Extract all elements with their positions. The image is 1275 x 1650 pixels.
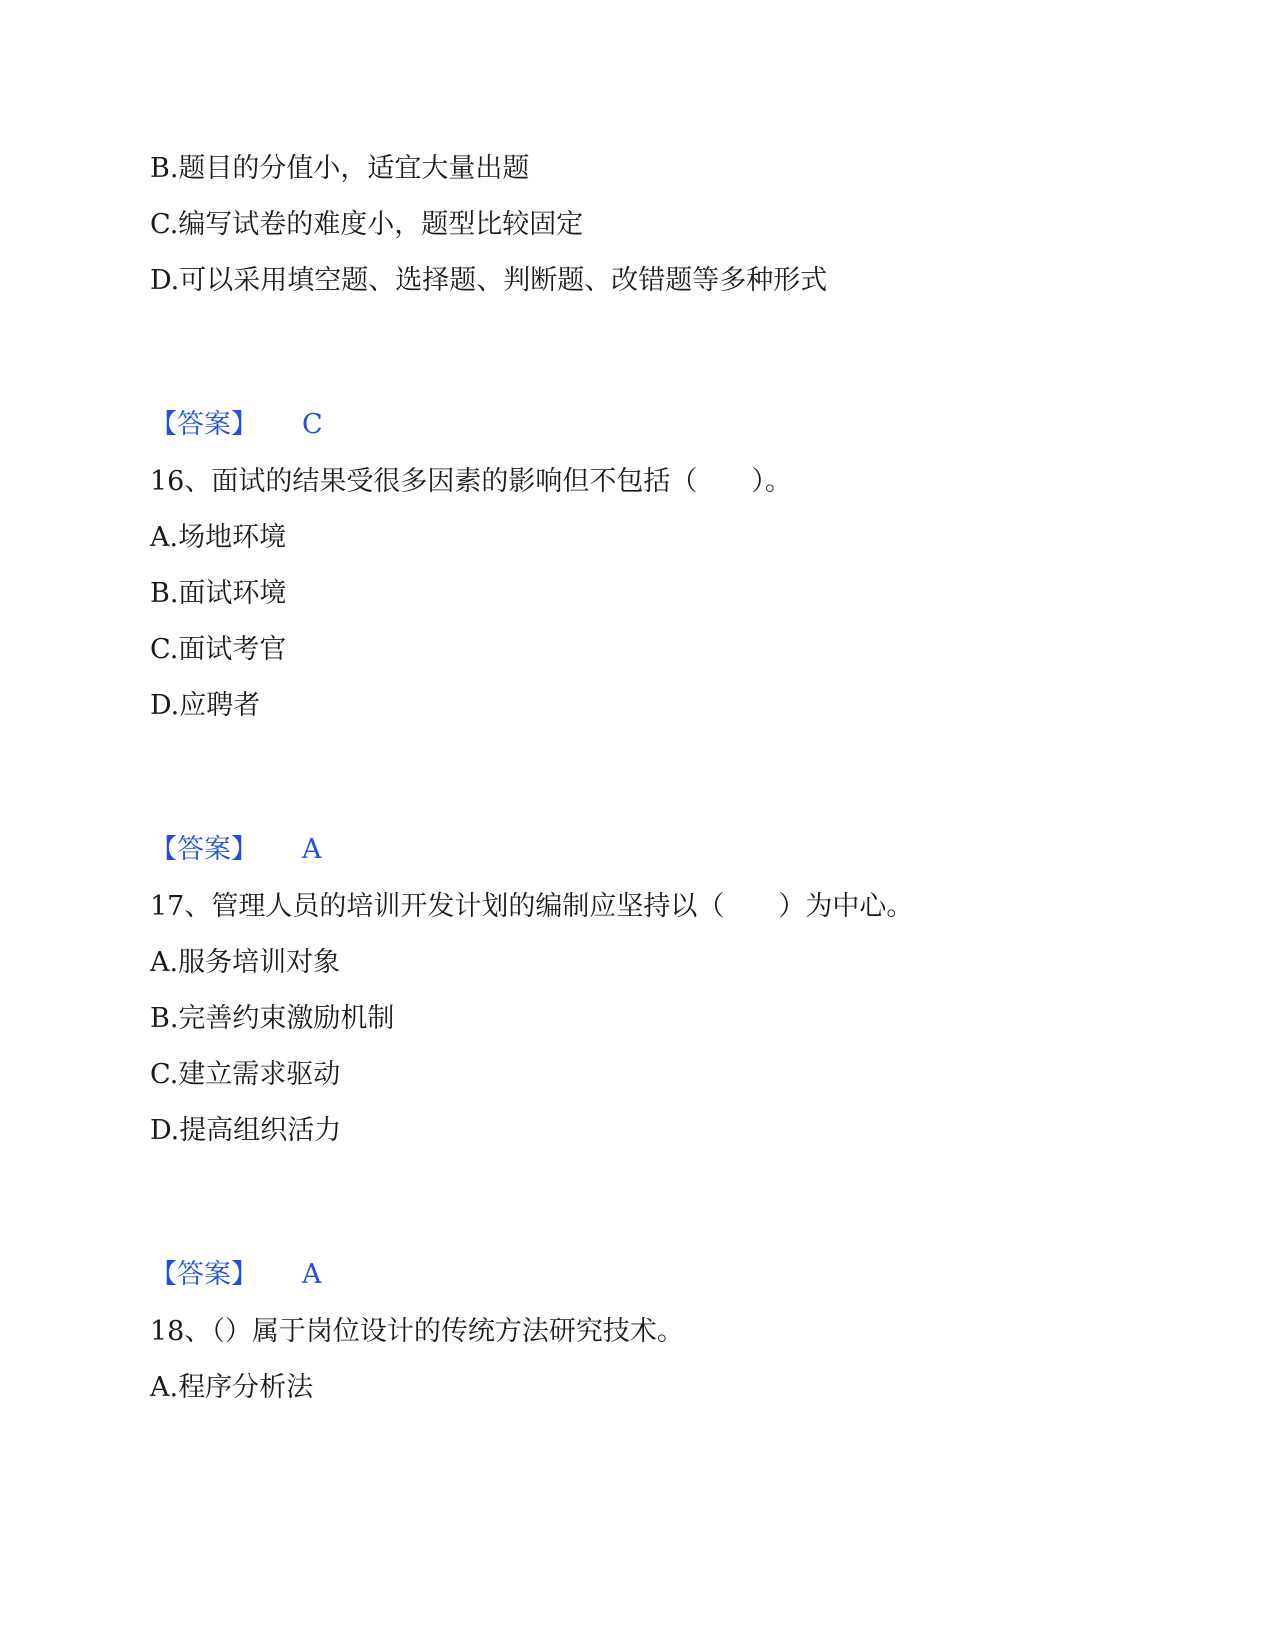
q17-option-d: D.提高组织活力 [150,1115,342,1146]
q18-stem: 18、（）属于岗位设计的传统方法研究技术。 [150,1316,684,1347]
q17-option-a: A.服务培训对象 [150,947,341,978]
answer-label: 【答案】 [150,834,258,865]
q15-option-c: C.编写试卷的难度小，题型比较固定 [150,209,584,240]
q16-option-a: A.场地环境 [150,522,287,553]
q16-stem: 16、面试的结果受很多因素的影响但不包括（ ）。 [150,466,792,497]
q16-option-c: C.面试考官 [150,634,287,665]
q18-option-a: A.程序分析法 [150,1372,314,1403]
answer-value: C [302,409,323,440]
q17-stem: 17、管理人员的培训开发计划的编制应坚持以（ ）为中心。 [150,891,914,922]
q15-answer [150,408,323,442]
q16-option-d: D.应聘者 [150,690,261,721]
answer-value: A [302,1259,322,1290]
q15-option-d: D.可以采用填空题、选择题、判断题、改错题等多种形式 [150,265,828,296]
answer-value: A [302,834,322,865]
q16-option-b: B.面试环境 [150,578,287,609]
q15-option-b: B.题目的分值小，适宜大量出题 [150,153,530,184]
q17-answer [150,1258,322,1292]
q17-option-b: B.完善约束激励机制 [150,1003,395,1034]
answer-label: 【答案】 [150,409,258,440]
q16-answer [150,833,322,867]
answer-label: 【答案】 [150,1259,258,1290]
q17-option-c: C.建立需求驱动 [150,1059,341,1090]
